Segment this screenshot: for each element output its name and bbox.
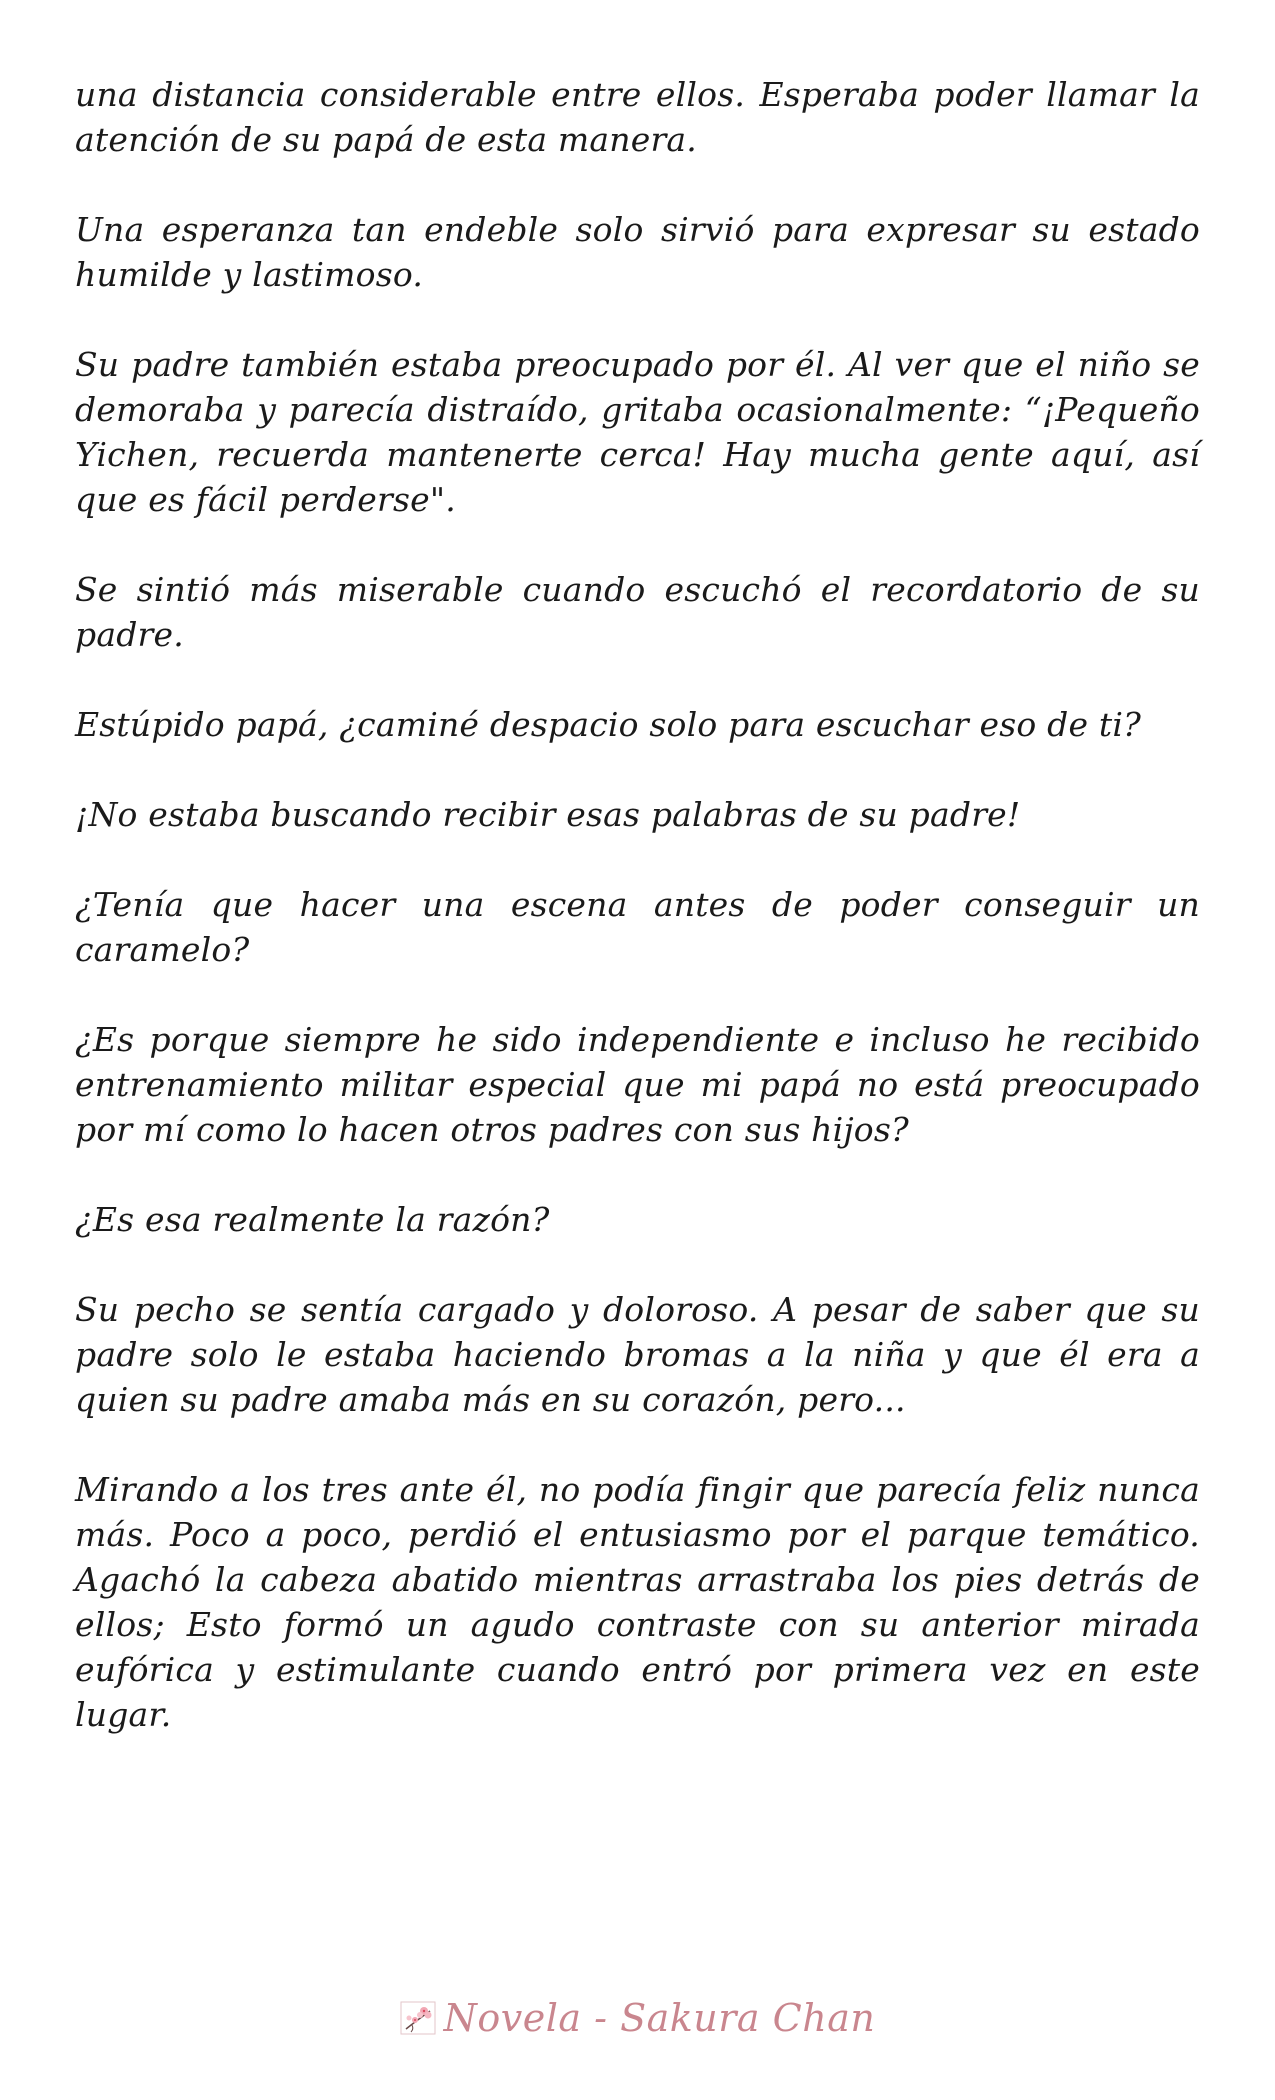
paragraph-7: ¿Tenía que hacer una escena antes de poder conseguir un caramelo?	[75, 885, 1200, 969]
paragraph-9: ¿Es esa realmente la razón?	[75, 1200, 550, 1239]
paragraph-10: Su pecho se sentía cargado y doloroso. A pesar de saber que su padre solo le estaba haciendo bromas a la niña y que él era a quien su padre amaba más en su corazón, pero...	[75, 1290, 1200, 1419]
paragraph-4: Se sintió más miserable cuando escuchó el recordatorio de su padre.	[75, 570, 1200, 654]
paragraph-3: Su padre también estaba preocupado por él. Al ver que el niño se demoraba y parecía distraído, gritaba ocasionalmente: “¡Pequeño Yichen, recuerda mantenerte cerca! Hay mucha gente aquí, así que es fácil perderse".	[75, 345, 1200, 519]
paragraph-1: una distancia considerable entre ellos. Esperaba poder llamar la atención de su papá de esta manera.	[75, 75, 1200, 159]
footer-watermark	[0, 1988, 1275, 2048]
paragraph-8: ¿Es porque siempre he sido independiente e incluso he recibido entrenamiento militar especial que mi papá no está preocupado por mí como lo hacen otros padres con sus hijos?	[75, 1020, 1200, 1149]
footer-text: Novela - Sakura Chan	[443, 1996, 876, 2040]
paragraph-2: Una esperanza tan endeble solo sirvió para expresar su estado humilde y lastimoso.	[75, 210, 1200, 294]
paragraph-6: ¡No estaba buscando recibir esas palabras de su padre!	[75, 795, 1021, 834]
cherry-blossom-icon	[400, 1999, 438, 2037]
paragraph-5: Estúpido papá, ¿caminé despacio solo para escuchar eso de ti?	[75, 705, 1142, 744]
document-body	[75, 72, 1200, 1782]
paragraph-11: Mirando a los tres ante él, no podía fingir que parecía feliz nunca más. Poco a poco, perdió el entusiasmo por el parque temático. Agachó la cabeza abatido mientras arrastraba los pies detrás de ellos; Esto formó un agudo contraste con su anterior mirada eufórica y estimulante cuando entró por primera vez en este lugar.	[75, 1470, 1200, 1734]
